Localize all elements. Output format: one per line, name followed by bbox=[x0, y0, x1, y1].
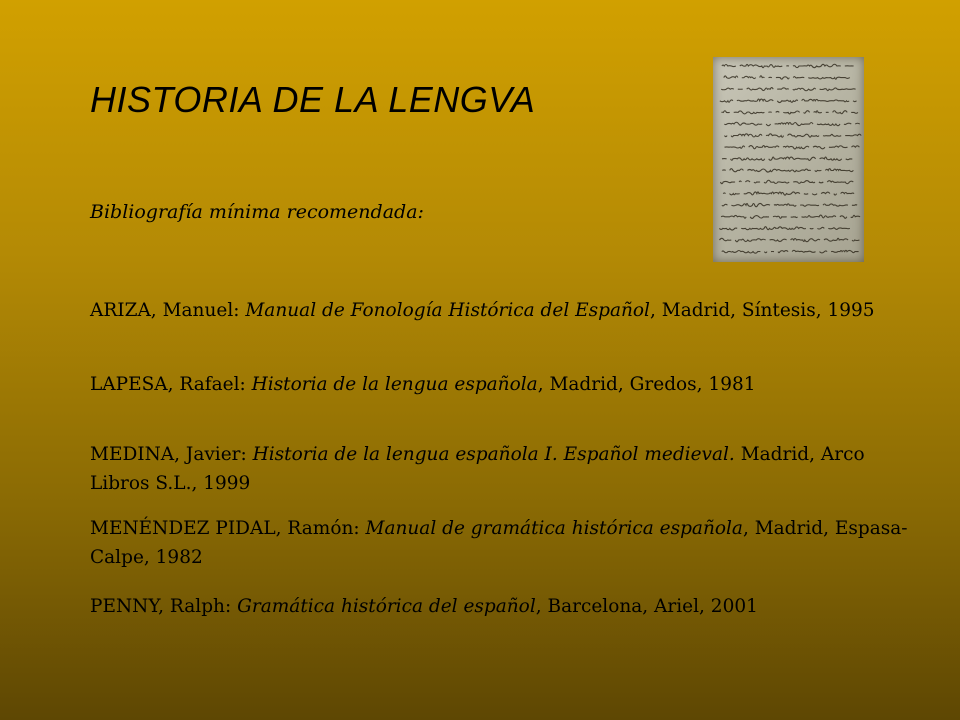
handwriting-line bbox=[724, 76, 854, 79]
handwriting-line bbox=[723, 192, 854, 195]
reference-author: MEDINA, Javier: bbox=[90, 444, 253, 465]
reference-item bbox=[90, 370, 756, 399]
reference-author: MENÉNDEZ PIDAL, Ramón: bbox=[90, 518, 366, 539]
reference-publication: , Barcelona, Ariel, 2001 bbox=[535, 596, 758, 617]
reference-author: ARIZA, Manuel: bbox=[90, 300, 246, 321]
handwriting-line bbox=[720, 238, 864, 242]
bibliography-heading: Bibliografía mínima recomendada: bbox=[90, 201, 424, 223]
handwriting-line bbox=[721, 180, 858, 183]
handwriting-line bbox=[721, 88, 859, 91]
reference-author: LAPESA, Rafael: bbox=[90, 374, 252, 395]
handwriting-line bbox=[720, 99, 861, 103]
handwriting-line bbox=[725, 134, 862, 137]
reference-work: Manual de Fonología Histórica del Español bbox=[245, 300, 650, 321]
reference-author: PENNY, Ralph: bbox=[90, 596, 238, 617]
slide-title: HISTORIA DE LA LENGVA bbox=[90, 79, 536, 120]
handwriting-line bbox=[725, 146, 860, 149]
handwriting-line bbox=[722, 64, 858, 67]
reference-item bbox=[90, 296, 875, 325]
reference-publication: , Madrid, Espasa-Calpe, 1982 bbox=[90, 518, 908, 568]
reference-work: Manual de gramática histórica española bbox=[365, 518, 743, 539]
reference-item bbox=[90, 592, 758, 621]
reference-publication: , Madrid, Síntesis, 1995 bbox=[649, 300, 875, 321]
reference-publication: , Madrid, Gredos, 1981 bbox=[537, 374, 756, 395]
reference-work: Gramática histórica del español bbox=[237, 596, 536, 617]
handwriting-line bbox=[719, 227, 854, 230]
manuscript-image bbox=[713, 57, 864, 262]
handwriting-line bbox=[722, 203, 857, 206]
handwriting-line bbox=[722, 157, 852, 160]
reference-item bbox=[90, 514, 920, 572]
reference-work: Historia de la lengua española I. Español medieval. bbox=[252, 444, 735, 465]
reference-publication: Madrid, Arco Libros S.L., 1999 bbox=[90, 444, 865, 494]
handwriting-line bbox=[724, 122, 859, 125]
handwriting-line bbox=[721, 215, 864, 218]
manuscript-handwriting bbox=[713, 57, 864, 262]
handwriting-line bbox=[722, 250, 859, 253]
reference-item bbox=[90, 440, 920, 498]
reference-work: Historia de la lengua española bbox=[251, 374, 538, 395]
handwriting-line bbox=[721, 111, 858, 114]
handwriting-line bbox=[722, 169, 853, 172]
